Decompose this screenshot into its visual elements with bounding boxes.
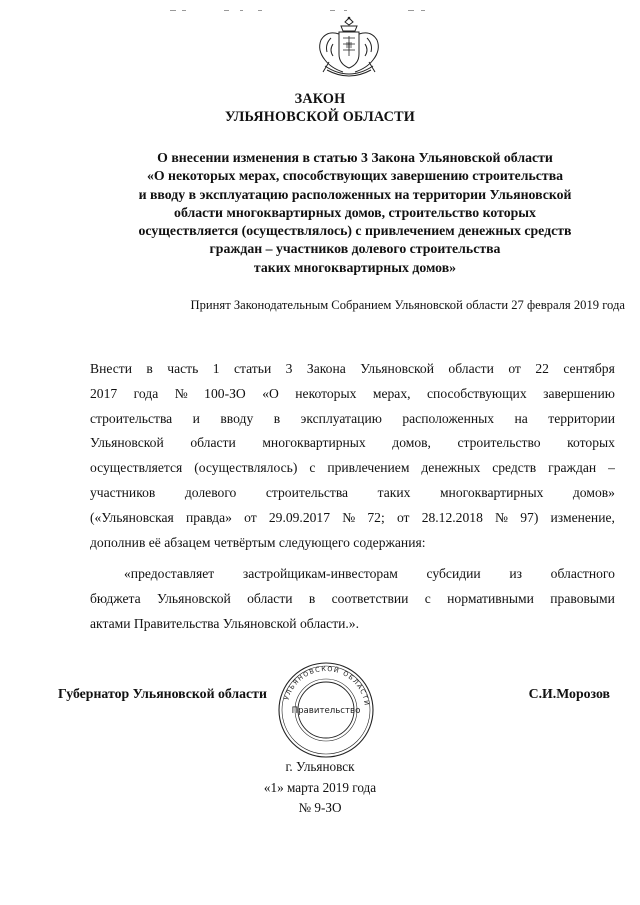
- subject-line: таких многоквартирных домов»: [253, 259, 457, 275]
- word: (осуществлялось): [194, 460, 298, 476]
- law-title: [0, 90, 640, 126]
- word: 22: [535, 361, 549, 376]
- word: осуществляется: [90, 460, 183, 476]
- text-line: [90, 407, 615, 432]
- word: с: [309, 460, 316, 476]
- word: долевого: [184, 484, 237, 500]
- text-line: [90, 357, 615, 382]
- word: мерах,: [372, 385, 411, 401]
- subject-line: О внесении изменения в статью 3 Закона Ульяновской области: [157, 150, 553, 165]
- coat-of-arms-emblem: [309, 14, 389, 84]
- text-line: [90, 531, 615, 556]
- word: 28.12.2018: [421, 509, 483, 525]
- word: строительства: [90, 410, 173, 426]
- word: вводу: [220, 410, 254, 426]
- word: («Ульяновская: [90, 509, 174, 525]
- subject-line: осуществляется (осуществлялось) с привлечением денежных средств: [138, 223, 572, 239]
- word: 2017: [90, 385, 118, 401]
- word: №: [174, 385, 188, 401]
- text-line: [90, 431, 615, 456]
- word: в: [273, 410, 281, 426]
- word: строительство: [457, 435, 541, 451]
- word: актами Правительства Ульяновской области.».: [90, 615, 360, 631]
- word: в: [308, 590, 316, 606]
- law-title-line-2: УЛЬЯНОВСКОЙ ОБЛАСТИ: [224, 109, 416, 125]
- word: и: [192, 410, 200, 426]
- word: денежных: [421, 460, 481, 476]
- word: завершению: [543, 385, 615, 401]
- word: 97): [520, 509, 539, 525]
- text-line: [90, 456, 615, 481]
- word: области: [190, 435, 236, 451]
- word: соответствии: [331, 590, 409, 606]
- footer-city: г. Ульяновск: [285, 759, 355, 774]
- word: территории: [548, 410, 615, 426]
- word: часть: [167, 361, 199, 376]
- word: изменение,: [550, 509, 615, 525]
- word: нормативными: [447, 590, 534, 606]
- word: 3: [285, 361, 293, 376]
- word: дополнив её абзацем четвёртым следующего содержания:: [90, 534, 426, 550]
- word: статьи: [233, 361, 272, 376]
- subject-line: и вводу в эксплуатацию расположенных на территории Ульяновской: [138, 186, 572, 202]
- word: 29.09.2017: [268, 509, 331, 525]
- word: домов,: [392, 435, 431, 451]
- word: сентября: [563, 361, 615, 376]
- signatory-name: С.И.Морозов: [528, 686, 610, 701]
- word: эксплуатацию: [300, 410, 382, 426]
- word: застройщикам-инвесторам: [242, 566, 398, 581]
- word: домов»: [572, 484, 615, 500]
- seal-ring-text: УЛЬЯНОВСКОЙ ОБЛАСТИ: [282, 664, 371, 707]
- text-line: [90, 382, 615, 407]
- word: Закона: [306, 361, 346, 376]
- seal-center-text: Правительство: [291, 706, 361, 716]
- law-subject-heading: [60, 149, 640, 277]
- document-footer: [0, 757, 640, 819]
- body-paragraph-1: [90, 357, 615, 555]
- word: –: [608, 460, 615, 476]
- word: с: [424, 590, 431, 606]
- subject-line: «О некоторых мерах, способствующих завершению строительства: [146, 168, 564, 184]
- word: таких: [377, 484, 411, 500]
- word: 100-ЗО: [204, 385, 246, 401]
- word: из: [509, 566, 523, 581]
- text-line: [90, 562, 615, 587]
- word: Ульяновской: [90, 435, 164, 451]
- text-line: [90, 506, 615, 531]
- word: многоквартирных: [439, 484, 544, 500]
- word: года: [133, 385, 159, 401]
- word: от: [244, 509, 257, 525]
- word: граждан: [548, 460, 597, 476]
- word: 72;: [367, 509, 385, 525]
- word: области: [448, 361, 494, 376]
- text-line: [90, 587, 615, 612]
- word: от: [396, 509, 410, 525]
- footer-number: № 9-ЗО: [298, 800, 342, 815]
- word: расположенных: [402, 410, 495, 426]
- word: «предоставляет: [124, 566, 215, 581]
- official-seal-stamp: [276, 660, 376, 760]
- subject-line: граждан – участников долевого строительства: [209, 241, 501, 257]
- text-line: [90, 481, 615, 506]
- svg-text:УЛЬЯНОВСКОЙ ОБЛАСТИ: [282, 665, 370, 707]
- word: Ульяновской: [157, 590, 231, 606]
- word: от: [508, 361, 521, 376]
- word: в: [146, 361, 153, 376]
- word: «О: [262, 385, 279, 401]
- word: области: [247, 590, 293, 606]
- word: Ульяновской: [360, 361, 434, 376]
- word: участников: [90, 484, 156, 500]
- word: субсидии: [426, 566, 481, 581]
- word: средств: [492, 460, 537, 476]
- word: на: [514, 410, 528, 426]
- word: правовыми: [550, 590, 615, 606]
- footer-date: «1» марта 2019 года: [263, 779, 377, 795]
- word: привлечением: [327, 460, 410, 476]
- body-paragraph-2: [90, 562, 615, 636]
- adoption-note: Принят Законодательным Собранием Ульяновской области 27 февраля 2019 года: [190, 298, 625, 312]
- word: №: [342, 509, 356, 525]
- word: строительства: [265, 484, 349, 500]
- subject-line: области многоквартирных домов, строительство которых: [174, 204, 536, 220]
- word: многоквартирных: [262, 435, 366, 451]
- word: №: [495, 509, 509, 525]
- word: некоторых: [295, 385, 357, 401]
- word: способствующих: [427, 385, 527, 401]
- word: бюджета: [90, 590, 141, 606]
- word: которых: [567, 435, 615, 451]
- word: 1: [212, 361, 220, 376]
- law-title-line-1: ЗАКОН: [294, 91, 346, 107]
- word: Внести: [90, 361, 132, 376]
- word: правда»: [185, 509, 232, 525]
- word: областного: [550, 566, 615, 581]
- text-line: [90, 612, 615, 637]
- signatory-position: Губернатор Ульяновской области: [58, 686, 267, 701]
